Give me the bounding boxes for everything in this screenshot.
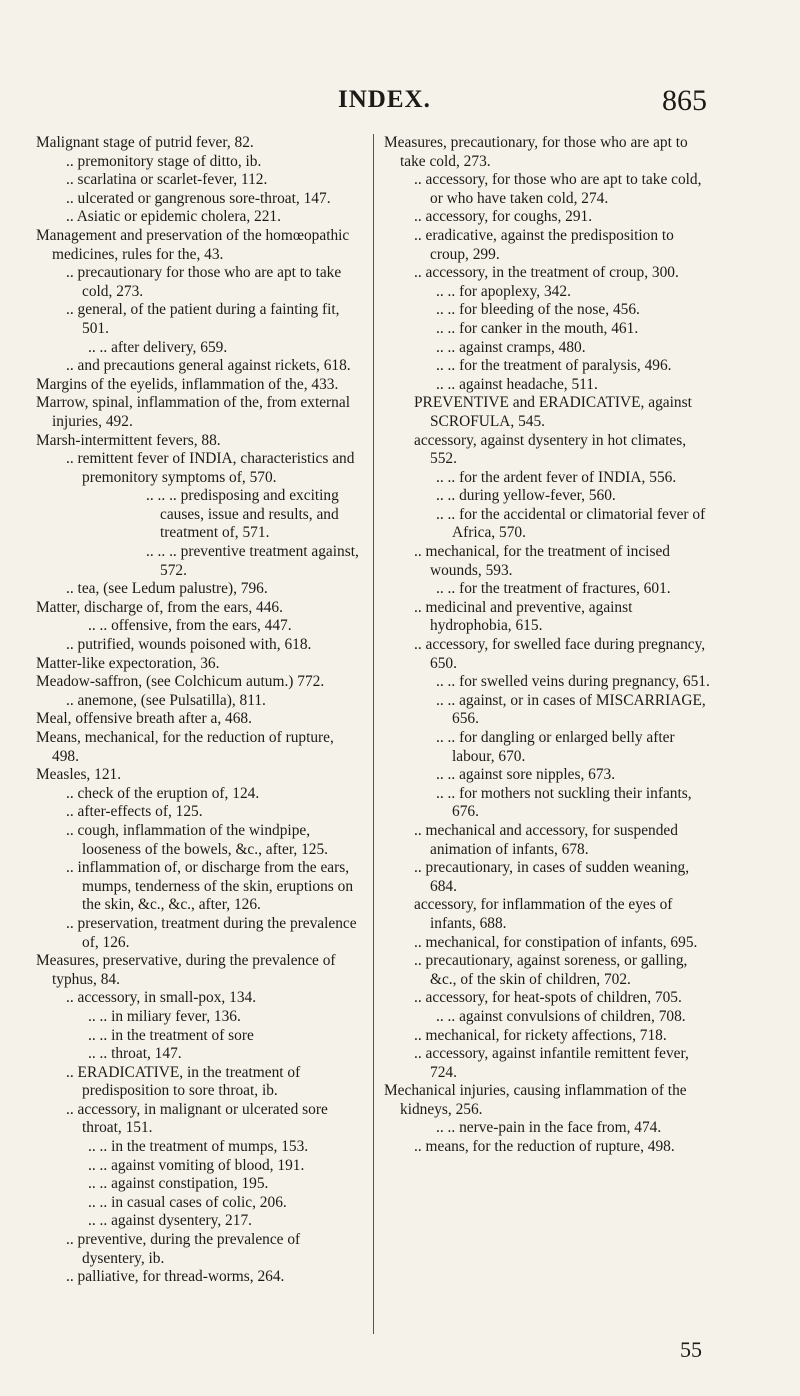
index-entry: .. precautionary, in cases of sudden weaning, 684. [414, 859, 690, 895]
index-entry: .. .. for dangling or enlarged belly after labour, 670. [436, 729, 675, 765]
page-number: 865 [662, 84, 707, 117]
index-entry: .. .. against constipation, 195. [88, 1175, 269, 1193]
index-entry: .. .. against convulsions of children, 708. [436, 1007, 686, 1025]
signature-mark: 55 [680, 1337, 702, 1362]
index-entry: .. .. against dysentery, 217. [88, 1212, 252, 1230]
index-entry: .. accessory, for heat-spots of children, 705. [414, 989, 682, 1007]
index-entry: .. anemone, (see Pulsatilla), 811. [66, 691, 266, 709]
index-entry: .. mechanical, for the treatment of incised wounds, 593. [414, 543, 670, 579]
index-entry: .. .. for bleeding of the nose, 456. [436, 301, 640, 319]
index-entry: .. .. in miliary fever, 136. [88, 1007, 241, 1025]
index-entry: .. cough, inflammation of the windpipe, looseness of the bowels, &c., after, 125. [66, 821, 329, 858]
index-entry: .. .. against sore nipples, 673. [436, 766, 616, 784]
index-entry: .. after-effects of, 125. [66, 803, 203, 821]
index-entry: .. .. for the treatment of paralysis, 496. [436, 357, 672, 375]
index-entry: .. eradicative, against the predisposition to croup, 299. [414, 226, 674, 263]
index-column-left [36, 134, 360, 1287]
index-entry: .. .. against, or in cases of MISCARRIAGE, 656. [436, 691, 706, 728]
index-entry: Measures, preservative, during the prevalence of typhus, 84. [36, 952, 336, 988]
index-entry: .. .. .. preventive treatment against, 572. [146, 543, 359, 579]
index-entry: Marsh-intermittent fevers, 88. [36, 431, 221, 449]
index-entry: .. .. during yellow-fever, 560. [436, 487, 616, 505]
index-entry: .. scarlatina or scarlet-fever, 112. [66, 171, 268, 189]
index-entry: .. .. for apoplexy, 342. [436, 282, 571, 300]
index-entry: .. preservation, treatment during the prevalence of, 126. [66, 914, 357, 951]
index-entry: .. .. against headache, 511. [436, 375, 598, 393]
index-entry: .. tea, (see Ledum palustre), 796. [66, 580, 268, 598]
index-entry: .. means, for the reduction of rupture, 498. [414, 1138, 675, 1156]
index-entry: PREVENTIVE and ERADICATIVE, against SCROFULA, 545. [414, 394, 692, 430]
index-entry: .. mechanical, for constipation of infants, 695. [414, 933, 698, 951]
index-entry: .. ERADICATIVE, in the treatment of predisposition to sore throat, ib. [66, 1063, 301, 1100]
index-entry: .. .. for the treatment of fractures, 601. [436, 580, 671, 598]
index-entry: Meadow-saffron, (see Colchicum autum.) 772. [36, 673, 325, 691]
index-entry: .. .. for mothers not suckling their infants, 676. [436, 784, 692, 821]
index-entry: .. mechanical, for rickety affections, 718. [414, 1026, 667, 1044]
index-entry: .. .. .. predisposing and exciting causes, issue and results, and treatment of, 571. [146, 487, 339, 542]
index-entry: .. .. in the treatment of mumps, 153. [88, 1138, 309, 1156]
index-entry: accessory, for inflammation of the eyes of infants, 688. [414, 896, 673, 932]
index-entry: Mechanical injuries, causing inflammation of the kidneys, 256. [384, 1082, 687, 1118]
index-entry: .. .. for swelled veins during pregnancy, 651. [436, 673, 710, 691]
index-entry: .. accessory, for coughs, 291. [414, 208, 593, 226]
index-entry: .. and precautions general against rickets, 618. [66, 357, 351, 375]
index-entry: .. accessory, in malignant or ulcerated sore throat, 151. [66, 1100, 328, 1137]
index-entry: .. .. for the accidental or climatorial fever of Africa, 570. [436, 505, 706, 542]
index-entry: Measles, 121. [36, 766, 122, 784]
index-entry: .. general, of the patient during a fainting fit, 501. [66, 301, 340, 337]
index-entry: Meal, offensive breath after a, 468. [36, 710, 252, 728]
index-entry: Matter, discharge of, from the ears, 446. [36, 598, 283, 616]
index-entry: .. medicinal and preventive, against hydrophobia, 615. [414, 598, 633, 635]
index-entry: accessory, against dysentery in hot climates, 552. [414, 431, 687, 468]
index-entry: .. .. after delivery, 659. [88, 338, 228, 356]
index-entry: .. ulcerated or gangrenous sore-throat, 147. [66, 189, 331, 207]
index-entry: Means, mechanical, for the reduction of rupture, 498. [36, 729, 334, 765]
index-entry: .. putrified, wounds poisoned with, 618. [66, 636, 312, 654]
index-entry: Margins of the eyelids, inflammation of the, 433. [36, 375, 339, 393]
index-entry: .. preventive, during the prevalence of dysentery, ib. [66, 1231, 301, 1267]
index-entry: .. check of the eruption of, 124. [66, 784, 260, 802]
index-entry: .. accessory, in small-pox, 134. [66, 989, 257, 1007]
index-column-right [384, 134, 714, 1157]
index-entry: .. .. against cramps, 480. [436, 338, 586, 356]
index-entry: .. remittent fever of INDIA, characteristics and premonitory symptoms of, 570. [66, 450, 355, 486]
index-entry: Malignant stage of putrid fever, 82. [36, 134, 254, 151]
index-entry: Marrow, spinal, inflammation of the, from external injuries, 492. [36, 394, 350, 430]
index-entry: .. Asiatic or epidemic cholera, 221. [66, 208, 281, 226]
index-entry: .. inflammation of, or discharge from the ears, mumps, tenderness of the skin, eruptions on the skin, &c., &c., after, 126. [66, 859, 354, 914]
index-entry: .. .. for canker in the mouth, 461. [436, 319, 639, 337]
index-entry: .. .. in the treatment of sore [88, 1026, 254, 1044]
index-entry: .. .. offensive, from the ears, 447. [88, 617, 292, 635]
column-divider [373, 134, 374, 1334]
index-entry: .. accessory, for swelled face during pregnancy, 650. [414, 636, 706, 672]
index-entry: Management and preservation of the homœopathic medicines, rules for the, 43. [36, 226, 350, 263]
index-entry: .. premonitory stage of ditto, ib. [66, 152, 262, 170]
index-entry: .. .. in casual cases of colic, 206. [88, 1193, 287, 1211]
index-entry: .. precautionary for those who are apt to take cold, 273. [66, 264, 342, 300]
index-entry: .. palliative, for thread-worms, 264. [66, 1268, 285, 1286]
index-entry: .. accessory, against infantile remittent fever, 724. [414, 1045, 689, 1081]
index-entry: Matter-like expectoration, 36. [36, 654, 220, 672]
index-entry: .. .. against vomiting of blood, 191. [88, 1156, 305, 1174]
index-entry: .. accessory, in the treatment of croup, 300. [414, 264, 679, 282]
index-entry: .. mechanical and accessory, for suspended animation of infants, 678. [414, 821, 678, 858]
running-title: INDEX. [338, 86, 431, 113]
index-entry: Measures, precautionary, for those who are apt to take cold, 273. [384, 134, 688, 170]
index-entry: .. .. for the ardent fever of INDIA, 556. [436, 468, 677, 486]
index-entry: .. precautionary, against soreness, or galling, &c., of the skin of children, 702. [414, 952, 688, 988]
index-entry: .. accessory, for those who are apt to take cold, or who have taken cold, 274. [414, 171, 702, 207]
page-header [0, 86, 800, 126]
index-entry: .. .. nerve-pain in the face from, 474. [436, 1119, 662, 1137]
index-entry: .. .. throat, 147. [88, 1045, 182, 1063]
